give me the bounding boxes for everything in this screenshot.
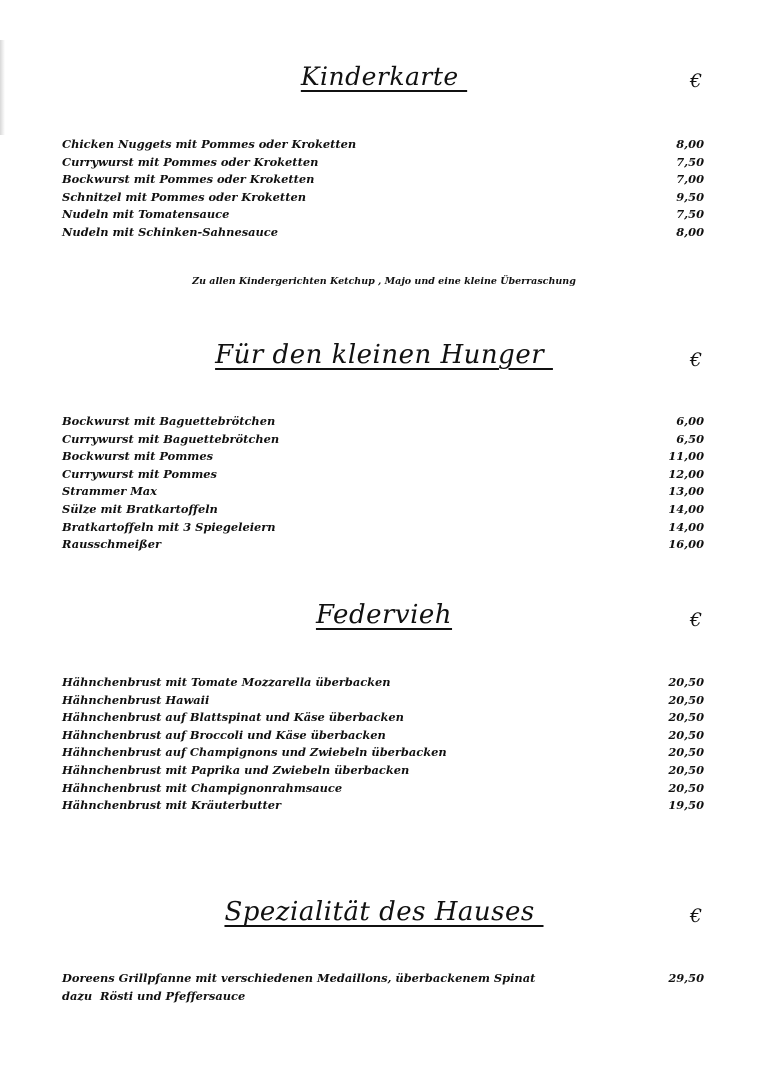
item-price: 20,50 [668, 692, 704, 707]
item-price: 12,00 [668, 466, 704, 481]
item-name: Hähnchenbrust mit Tomate Mozzarella überbacken [62, 675, 391, 689]
item-name: Hähnchenbrust auf Champignons und Zwiebeln überbacken [62, 745, 447, 760]
item-name: Hähnchenbrust mit Paprika und Zwiebeln überbacken [62, 762, 410, 777]
menu-item [62, 797, 704, 815]
item-name: Nudeln mit Tomatensauce [62, 207, 230, 222]
item-price: 7,00 [676, 172, 704, 187]
item-name: Rausschmeißer [62, 537, 161, 552]
item-name: Schnitzel mit Pommes oder Kroketten [62, 189, 306, 204]
special-item [62, 970, 704, 1005]
item-name: Currywurst mit Pommes [62, 466, 217, 481]
menu-item [62, 780, 704, 798]
currency-symbol: € [689, 70, 703, 92]
item-name: Hähnchenbrust Hawaii [62, 692, 210, 707]
item-name: Currywurst mit Baguettebrötchen [62, 431, 280, 446]
menu-item [62, 413, 704, 431]
item-list-kleiner-hunger [62, 413, 704, 554]
item-price: 7,50 [676, 207, 704, 222]
item-price: 19,50 [668, 798, 704, 813]
menu-item [62, 466, 704, 484]
section-title-federvieh: Federvieh [315, 600, 453, 630]
item-name: Sülze mit Bratkartoffeln [62, 501, 218, 516]
menu-item [62, 536, 704, 554]
menu-item [62, 727, 704, 745]
item-price: 29,50 [668, 971, 704, 985]
item-price: 14,00 [668, 519, 704, 534]
item-name: Hähnchenbrust auf Blattspinat und Käse überbacken [62, 710, 404, 725]
currency-symbol: € [689, 905, 703, 927]
item-name: Currywurst mit Pommes oder Kroketten [62, 154, 319, 169]
item-price: 11,00 [668, 449, 704, 464]
item-price: 20,50 [668, 727, 704, 742]
item-price: 20,50 [668, 745, 704, 760]
special-item-line1: Doreens Grillpfanne mit verschiedenen Medaillons, überbackenem Spinat [62, 971, 536, 985]
menu-item [62, 709, 704, 727]
item-price: 8,00 [676, 224, 704, 239]
menu-item [62, 692, 704, 710]
menu-item [62, 154, 704, 172]
item-price: 20,50 [668, 762, 704, 777]
item-name: Nudeln mit Schinken-Sahnesauce [62, 224, 278, 239]
menu-item [62, 171, 704, 189]
item-price: 20,50 [668, 675, 704, 689]
menu-item [62, 762, 704, 780]
item-price: 9,50 [676, 189, 704, 204]
item-price: 14,00 [668, 501, 704, 516]
section-title-spezialitaet: Spezialität des Hauses [224, 897, 544, 927]
currency-symbol: € [689, 349, 703, 371]
item-list-kinderkarte [62, 136, 704, 242]
kinderkarte-note: Zu allen Kindergerichten Ketchup , Majo und eine kleine Überraschung [192, 276, 576, 287]
currency-symbol: € [689, 609, 703, 631]
section-title-kinderkarte: Kinderkarte [300, 62, 468, 91]
item-price: 6,00 [676, 414, 704, 428]
menu-item [62, 501, 704, 519]
item-name: Bratkartoffeln mit 3 Spiegeleiern [62, 519, 276, 534]
menu-item [62, 519, 704, 537]
menu-item [62, 189, 704, 207]
item-price: 20,50 [668, 780, 704, 795]
menu-item [62, 224, 704, 242]
item-name: Hähnchenbrust mit Champignonrahmsauce [62, 780, 343, 795]
item-name: Strammer Max [62, 484, 157, 499]
item-price: 6,50 [676, 431, 704, 446]
item-list-federvieh [62, 674, 704, 815]
item-name: Bockwurst mit Pommes [62, 449, 214, 464]
item-name: Bockwurst mit Baguettebrötchen [62, 414, 276, 428]
menu-item [62, 744, 704, 762]
section-title-kleiner-hunger: Für den kleinen Hunger [215, 340, 553, 370]
menu-item [62, 674, 704, 692]
item-name: Hähnchenbrust auf Broccoli und Käse überbacken [62, 727, 386, 742]
item-price: 13,00 [668, 484, 704, 499]
menu-item [62, 206, 704, 224]
special-item-line2: dazu Rösti und Pfeffersauce [62, 988, 246, 1003]
item-price: 16,00 [668, 537, 704, 552]
item-name: Hähnchenbrust mit Kräuterbutter [62, 798, 282, 813]
menu-item [62, 136, 704, 154]
item-name: Bockwurst mit Pommes oder Kroketten [62, 172, 315, 187]
item-name: Chicken Nuggets mit Pommes oder Kroketten [62, 137, 357, 151]
item-price: 7,50 [676, 154, 704, 169]
menu-item [62, 448, 704, 466]
item-price: 20,50 [668, 710, 704, 725]
item-price: 8,00 [676, 137, 704, 151]
menu-item [62, 483, 704, 501]
menu-item [62, 431, 704, 449]
